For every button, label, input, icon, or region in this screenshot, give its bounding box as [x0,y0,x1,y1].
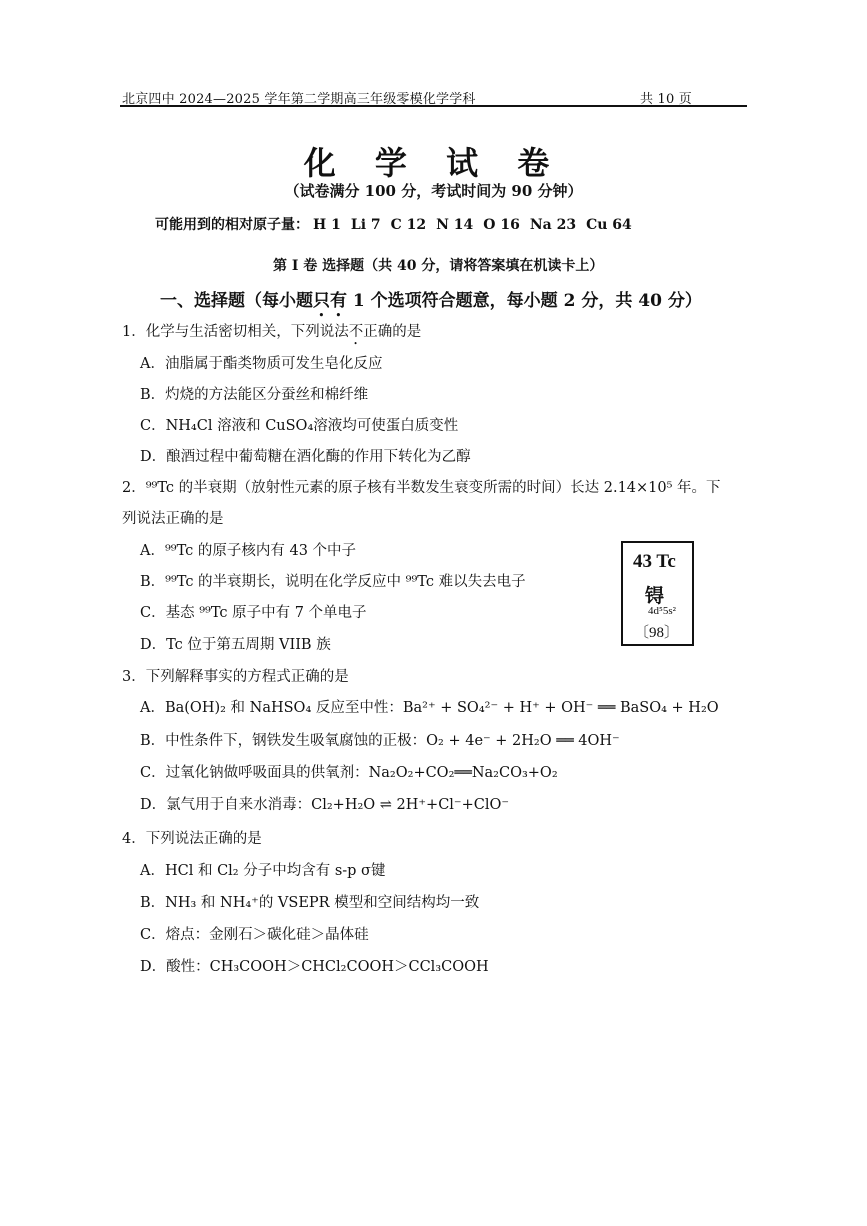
question-2-option-c: C．基态 ⁹⁹Tc 原子中有 7 个单电子 [140,605,367,621]
page-title: 化 学 试 卷 [303,144,564,182]
header-rule [120,105,747,107]
question-2-stem-continued: 列说法正确的是 [122,511,224,527]
section-title: 一、选择题（每小题只有 1 个选项符合题意，每小题 2 分，共 40 分） [160,291,702,311]
question-1-option-a: A．油脂属于酯类物质可发生皂化反应 [140,356,383,372]
question-1-option-d: D．酿酒过程中葡萄糖在酒化酶的作用下转化为乙醇 [140,449,471,465]
question-3-option-a: A．Ba(OH)₂ 和 NaHSO₄ 反应至中性：Ba²⁺ + SO₄²⁻ + H⁺ + OH⁻ ══ BaSO₄ + H₂O [140,700,719,716]
element-name: 锝 [645,586,665,607]
atomic-mass-item: H 1 [313,217,341,233]
element-mass: 〔98〕 [634,625,680,641]
question-3-option-d: D．氯气用于自来水消毒：Cl₂+H₂O ⇌ 2H⁺+Cl⁻+ClO⁻ [140,797,510,813]
question-4-option-a: A．HCl 和 Cl₂ 分子中均含有 s-p σ键 [140,863,386,879]
question-1-option-c: C．NH₄Cl 溶液和 CuSO₄溶液均可使蛋白质变性 [140,418,459,434]
question-3-stem: 3．下列解释事实的方程式正确的是 [122,669,349,685]
question-3-option-b: B．中性条件下，钢铁发生吸氧腐蚀的正极：O₂ + 4e⁻ + 2H₂O ══ 4OH⁻ [140,733,620,749]
emphasis-mark: 不 [348,324,364,340]
element-number-symbol: 43 Tc [633,551,676,572]
question-3-option-c: C．过氧化钠做呼吸面具的供氧剂：Na₂O₂+CO₂══Na₂CO₃+O₂ [140,765,558,781]
question-2-option-b: B．⁹⁹Tc 的半衰期长，说明在化学反应中 ⁹⁹Tc 难以失去电子 [140,574,526,590]
question-2-stem: 2．⁹⁹Tc 的半衰期（放射性元素的原子核有半数发生衰变所需的时间）长达 2.14×10⁵ 年。下 [122,480,721,496]
atomic-mass-item: N 14 [436,217,474,233]
atomic-mass-item: O 16 [483,217,520,233]
question-2-option-a: A．⁹⁹Tc 的原子核内有 43 个中子 [140,543,357,559]
atomic-mass-item: C 12 [390,217,427,233]
question-2-option-d: D．Tc 位于第五周期 VIIB 族 [140,637,331,653]
emphasis-mark: 只有 [313,291,347,311]
element-electron-config: 4d⁵5s² [648,605,676,617]
volume-title: 第 I 卷 选择题（共 40 分，请将答案填在机读卡上） [273,258,604,274]
question-4-option-b: B．NH₃ 和 NH₄⁺的 VSEPR 模型和空间结构均一致 [140,895,480,911]
question-4-option-d: D．酸性：CH₃COOH＞CHCl₂COOH＞CCl₃COOH [140,959,489,975]
question-1-stem: 1．化学与生活密切相关，下列说法不正确的是 [122,324,422,340]
element-tc-box [621,541,694,646]
exam-info: （试卷满分 100 分，考试时间为 90 分钟） [284,182,583,200]
atomic-masses [155,214,642,234]
atomic-masses-label: 可能用到的相对原子量： [155,217,309,233]
atomic-mass-item: Li 7 [350,217,381,233]
atomic-mass-item: Cu 64 [586,217,632,233]
header-page-count: 共 10 页 [640,92,693,107]
question-4-option-c: C．熔点：金刚石＞碳化硅＞晶体硅 [140,927,369,943]
atomic-mass-item: Na 23 [529,217,577,233]
header-left: 北京四中 2024—2025 学年第二学期高三年级零模化学学科 [122,92,476,107]
question-1-option-b: B．灼烧的方法能区分蚕丝和棉纤维 [140,387,369,403]
question-4-stem: 4．下列说法正确的是 [122,831,262,847]
